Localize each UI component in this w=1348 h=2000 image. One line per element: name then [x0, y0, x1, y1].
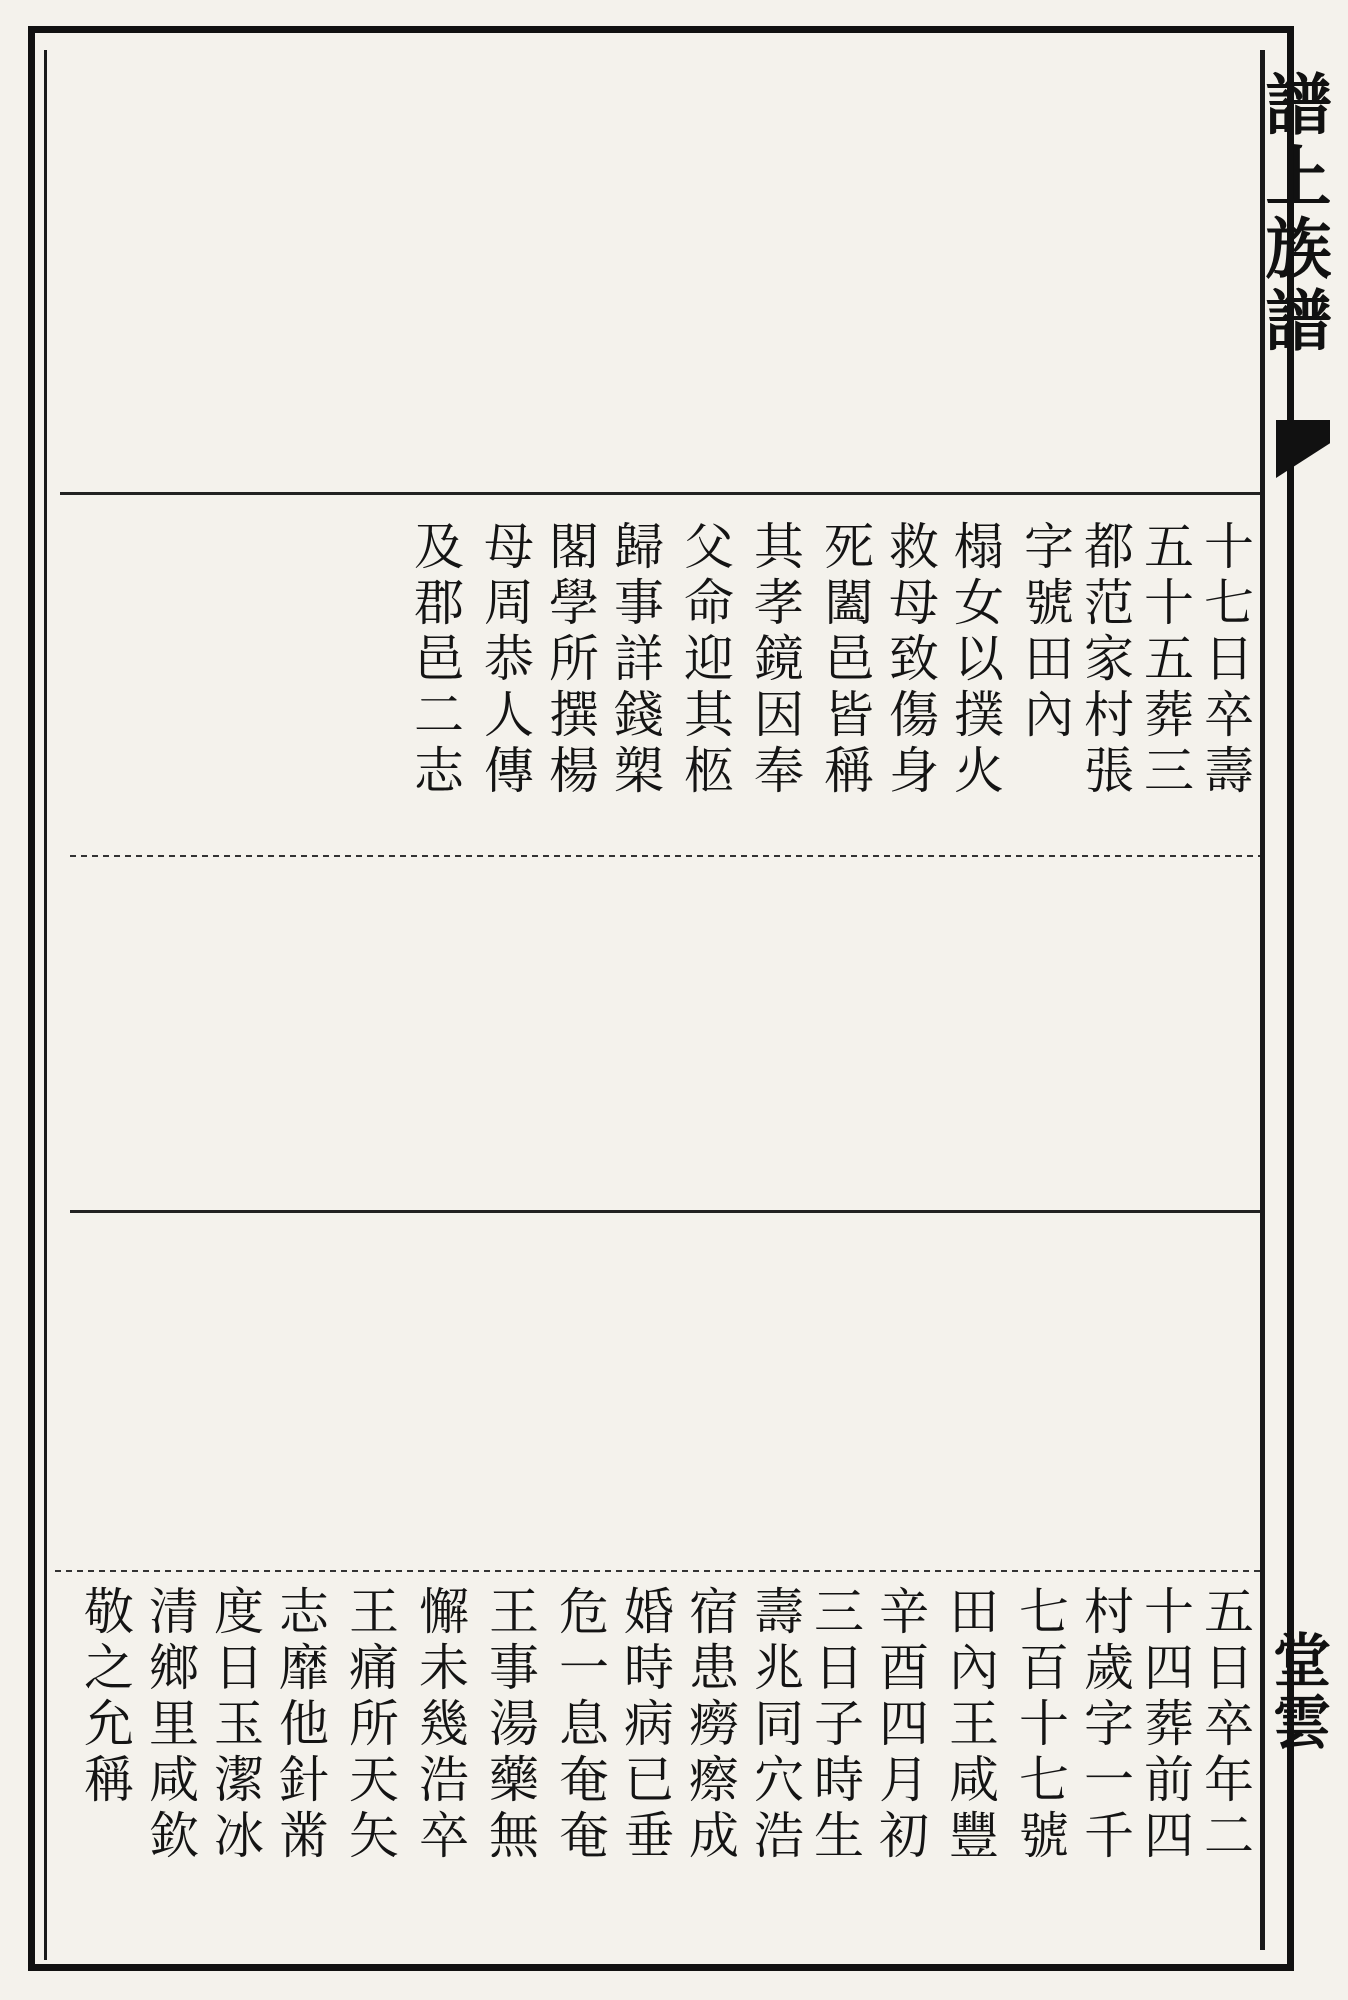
text-column: 宿患癆瘵成 — [681, 1585, 739, 1865]
fishtail-mark — [1276, 420, 1330, 478]
text-column: 十四葬前四 — [1136, 1585, 1194, 1865]
text-column: 田內王咸豐 — [941, 1585, 999, 1865]
text-column: 三日子時生 — [806, 1585, 864, 1865]
inner-left-rule — [44, 50, 47, 1960]
text-column: 王痛所天矢 — [341, 1585, 399, 1865]
text-column: 敬之允稱 — [76, 1585, 134, 1809]
text-column: 壽兆同穴浩 — [746, 1585, 804, 1865]
text-column: 歸事詳錢槊 — [606, 520, 664, 800]
text-column: 及郡邑二志 — [406, 520, 464, 800]
text-column: 五十五葬三 — [1136, 520, 1194, 800]
text-column: 都范家村張 — [1076, 520, 1134, 800]
text-column: 死闔邑皆稱 — [816, 520, 874, 800]
text-column: 字號田內 — [1016, 520, 1074, 744]
text-column: 父命迎其柩 — [676, 520, 734, 800]
text-column: 村歲字一千 — [1076, 1585, 1134, 1865]
text-column: 婚時病已垂 — [616, 1585, 674, 1865]
text-column: 其孝鏡因奉 — [746, 520, 804, 800]
text-column: 清鄉里咸欽 — [141, 1585, 199, 1865]
text-column: 十七日卒壽 — [1196, 520, 1254, 800]
section-rule-dashed-2 — [55, 1570, 1260, 1572]
text-column: 七百十七號 — [1011, 1585, 1069, 1865]
text-column: 度日玉潔冰 — [206, 1585, 264, 1865]
text-column: 王事湯藥無 — [481, 1585, 539, 1865]
text-column: 危一息奄奄 — [551, 1585, 609, 1865]
text-column: 辛酉四月初 — [871, 1585, 929, 1865]
text-column: 母周恭人傳 — [476, 520, 534, 800]
section-rule-dashed-1 — [70, 855, 1260, 857]
section-rule-top — [60, 492, 1260, 495]
text-column: 閣學所撰楊 — [541, 520, 599, 800]
text-column: 榻女以撲火 — [946, 520, 1004, 800]
text-column: 五日卒年二 — [1196, 1585, 1254, 1865]
text-column: 懈未幾浩卒 — [411, 1585, 469, 1865]
text-column: 救母致傷身 — [881, 520, 939, 800]
spine-hall-name: 堂雲 — [1263, 1630, 1331, 1754]
section-rule-middle — [70, 1210, 1260, 1213]
spine-title: 譜上族譜 — [1254, 70, 1332, 358]
text-column: 志靡他針黹 — [271, 1585, 329, 1865]
